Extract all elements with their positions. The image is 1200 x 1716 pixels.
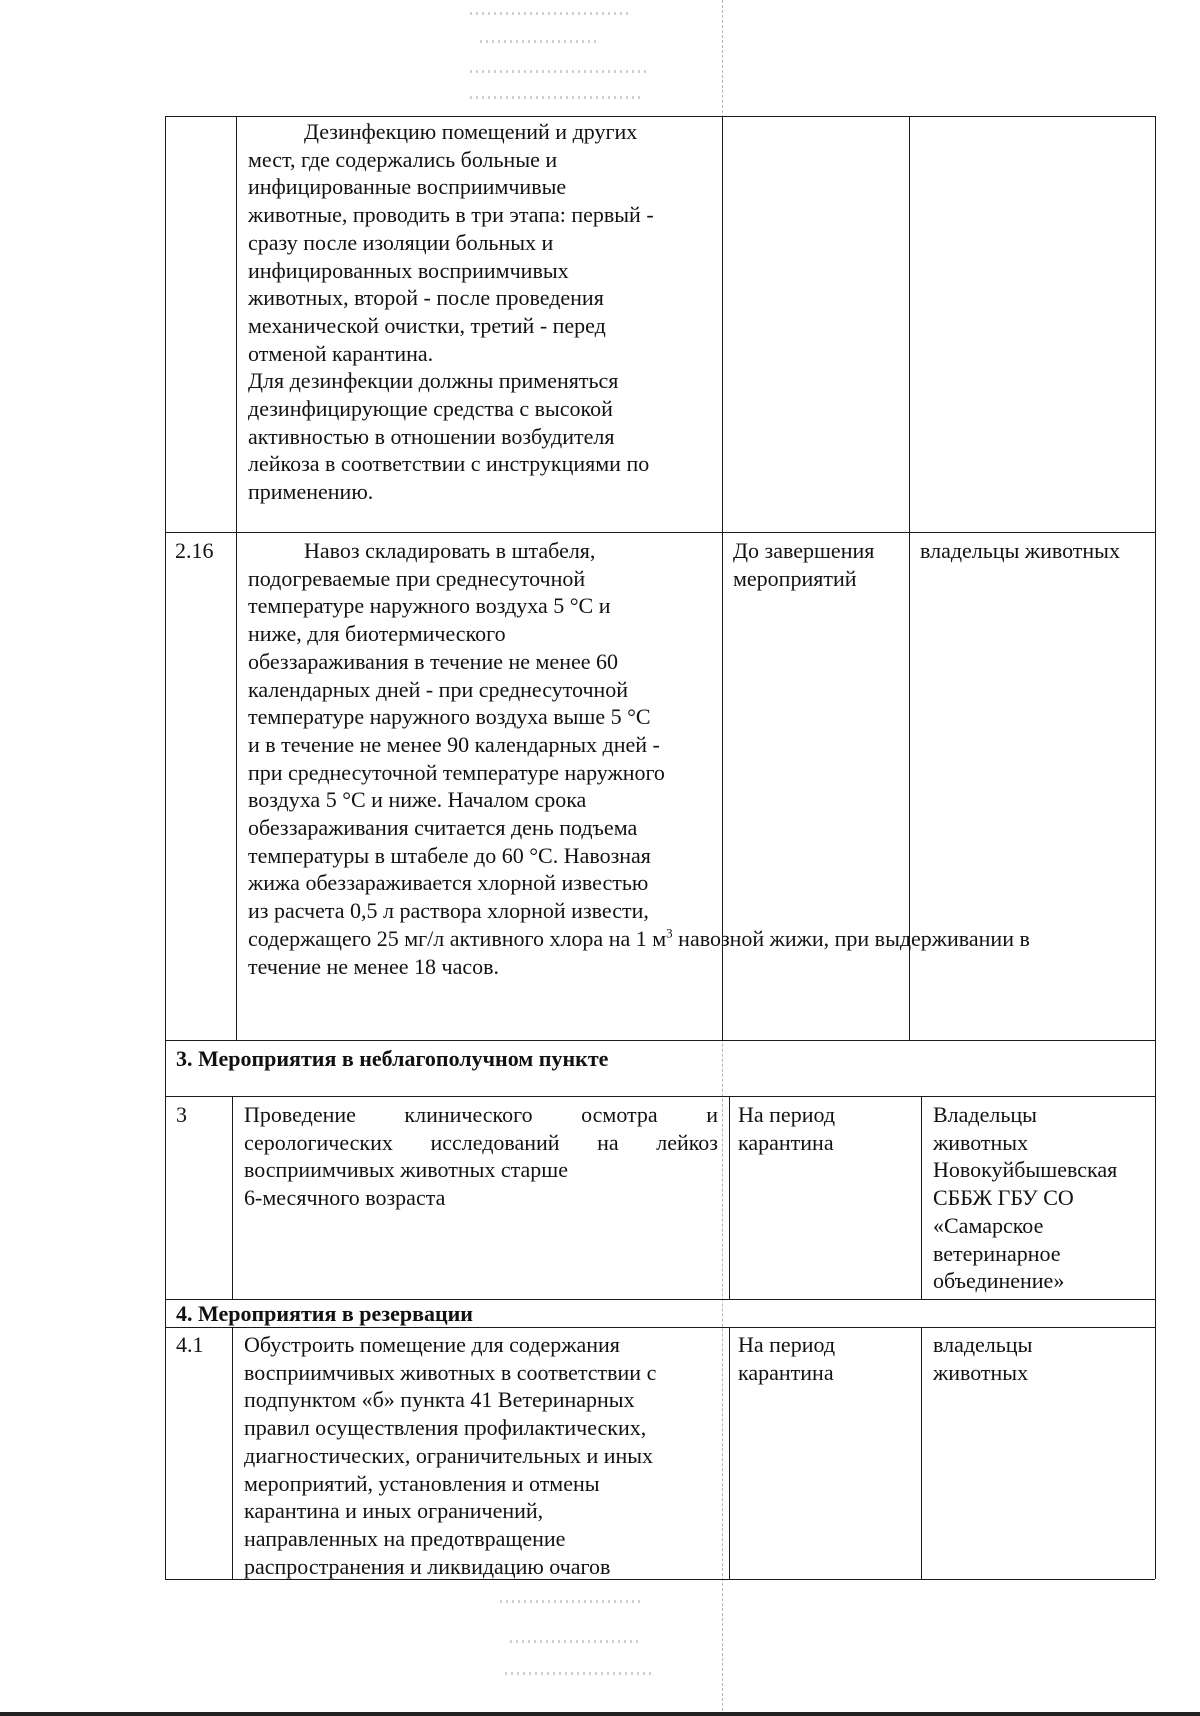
table-border bbox=[729, 1327, 730, 1579]
text-line: дезинфицирующие средства с высокой bbox=[248, 396, 613, 422]
text-line: владельцы животных bbox=[920, 538, 1120, 563]
scan-noise bbox=[505, 1672, 655, 1675]
row-3-1-responsible bbox=[933, 1101, 1153, 1295]
text-line: из расчета 0,5 л раствора хлорной извести, bbox=[248, 898, 649, 924]
text-line: Обустроить помещение для содержания bbox=[244, 1332, 620, 1357]
text-line: животных, второй - после проведения bbox=[248, 285, 604, 311]
text-line: при среднесуточной температуре наружного bbox=[248, 759, 665, 785]
section-title: 4. Мероприятия в резервации bbox=[176, 1301, 473, 1326]
text-line: «Самарское bbox=[933, 1212, 1044, 1238]
row-2-15-description bbox=[248, 118, 718, 506]
table-border bbox=[722, 116, 723, 1040]
scan-noise bbox=[500, 1600, 640, 1603]
table-border bbox=[165, 1299, 166, 1327]
text-line: владельцы bbox=[933, 1332, 1033, 1357]
text-line: Навоз складировать в штабеля, bbox=[304, 538, 596, 563]
table-border bbox=[921, 1327, 922, 1579]
text-line: направленных на предотвращение bbox=[244, 1525, 566, 1551]
text-line: мест, где содержались больные и bbox=[248, 146, 558, 172]
text-line: течение не менее 18 часов. bbox=[248, 953, 499, 979]
text-line: объединение» bbox=[933, 1268, 1065, 1294]
text-line: На период bbox=[738, 1102, 836, 1127]
text-line: подпунктом «б» пункта 41 Ветеринарных bbox=[244, 1387, 635, 1413]
text-line: Дезинфекцию помещений и других bbox=[304, 119, 638, 144]
text-line: мероприятий, установления и отмены bbox=[244, 1470, 600, 1496]
row-number: 2.16 bbox=[175, 538, 214, 563]
text-line: воздуха 5 °С и ниже. Началом срока bbox=[248, 787, 587, 813]
table-border bbox=[1155, 116, 1156, 1040]
row-number: 4.1 bbox=[176, 1332, 204, 1357]
table-border bbox=[165, 1096, 1155, 1097]
table-border bbox=[729, 1096, 730, 1299]
text-line: применению. bbox=[248, 479, 374, 505]
text-line: ниже, для биотермического bbox=[248, 621, 506, 647]
text-line: восприимчивых животных в соответствии с bbox=[244, 1359, 657, 1385]
scan-noise bbox=[510, 1640, 640, 1643]
text-line: инфицированных восприимчивых bbox=[248, 257, 569, 283]
table-border bbox=[236, 116, 237, 1040]
text-line: лейкоза в соответствии с инструкциями по bbox=[248, 451, 650, 477]
text-line bbox=[248, 925, 1030, 953]
text-line: Для дезинфекции должны применяться bbox=[248, 368, 619, 394]
text-line: восприимчивых животных старше bbox=[244, 1157, 569, 1183]
text-line: животных bbox=[933, 1359, 1029, 1385]
text-line: и в течение не менее 90 календарных дней - bbox=[248, 731, 660, 757]
scan-noise bbox=[470, 96, 640, 99]
table-border bbox=[165, 1327, 166, 1579]
row-4-1-description bbox=[244, 1331, 726, 1580]
text-line: жижа обеззараживается хлорной известью bbox=[248, 870, 649, 896]
table-border bbox=[1155, 1299, 1156, 1327]
table-border bbox=[909, 116, 910, 1040]
table-border bbox=[165, 1096, 166, 1299]
text-line: животные, проводить в три этапа: первый - bbox=[248, 202, 654, 228]
text-line: подогреваемые при среднесуточной bbox=[248, 565, 586, 591]
text-line: До завершения bbox=[733, 538, 875, 563]
row-2-16-deadline bbox=[733, 537, 905, 592]
section-title: 3. Мероприятия в неблагополучном пункте bbox=[176, 1046, 609, 1071]
row-2-16-responsible bbox=[920, 537, 1152, 565]
text-line: температуре наружного воздуха выше 5 °С bbox=[248, 704, 651, 730]
table-border bbox=[232, 1096, 233, 1299]
text-line: Новокуйбышевская bbox=[933, 1157, 1118, 1183]
table-border bbox=[165, 532, 1155, 533]
text-line: животных bbox=[933, 1129, 1029, 1155]
scan-noise bbox=[480, 40, 600, 43]
row-3-1-description bbox=[244, 1101, 718, 1212]
text-line: серологических исследований на лейкоз bbox=[244, 1129, 718, 1155]
scan-noise bbox=[470, 70, 650, 73]
text-line: карантина bbox=[738, 1359, 834, 1385]
table-border bbox=[165, 116, 166, 1040]
row-4-1-deadline bbox=[738, 1331, 918, 1386]
text-line: механической очистки, третий - перед bbox=[248, 312, 606, 338]
superscript: 3 bbox=[666, 925, 673, 941]
table-border bbox=[165, 116, 1155, 117]
text-line: температуры в штабеле до 60 °С. Навозная bbox=[248, 842, 651, 868]
row-3-1-deadline bbox=[738, 1101, 918, 1156]
row-number: 3 bbox=[176, 1102, 187, 1127]
text-line: активностью в отношении возбудителя bbox=[248, 423, 615, 449]
text-line: Владельцы bbox=[933, 1102, 1037, 1127]
text-line: карантина и иных ограничений, bbox=[244, 1498, 544, 1524]
text-line: обеззараживания в течение не менее 60 bbox=[248, 648, 619, 674]
scan-noise bbox=[470, 12, 630, 15]
text-line: 6-месячного возраста bbox=[244, 1185, 446, 1211]
text-line: СББЖ ГБУ СО bbox=[933, 1185, 1074, 1211]
text-line: отменой карантина. bbox=[248, 340, 434, 366]
table-border bbox=[1155, 1040, 1156, 1096]
row-4-1-responsible bbox=[933, 1331, 1153, 1386]
text-line: обеззараживания считается день подъема bbox=[248, 815, 638, 841]
table-border bbox=[921, 1096, 922, 1299]
text-line: мероприятий bbox=[733, 565, 857, 591]
text-line: диагностических, ограничительных и иных bbox=[244, 1442, 654, 1468]
table-border bbox=[165, 1040, 1155, 1041]
text-line: сразу после изоляции больных и bbox=[248, 229, 554, 255]
table-border bbox=[1155, 1327, 1156, 1579]
text-fragment: содержащего 25 мг/л активного хлора на 1 м bbox=[248, 925, 667, 951]
text-line: распространения и ликвидацию очагов bbox=[244, 1553, 611, 1579]
text-line: Проведение клинического осмотра и bbox=[244, 1102, 718, 1127]
text-line: календарных дней - при среднесуточной bbox=[248, 676, 629, 702]
text-line: температуре наружного воздуха 5 °С и bbox=[248, 593, 611, 619]
table-border bbox=[165, 1040, 166, 1096]
text-line: инфицированные восприимчивые bbox=[248, 174, 567, 200]
text-fragment: навозной жижи, при выдерживании в bbox=[672, 925, 1030, 951]
table-border bbox=[232, 1327, 233, 1579]
page-bottom-edge bbox=[0, 1712, 1200, 1716]
text-line: карантина bbox=[738, 1129, 834, 1155]
table-border bbox=[1155, 1096, 1156, 1299]
text-line: правил осуществления профилактических, bbox=[244, 1415, 647, 1441]
text-line: ветеринарное bbox=[933, 1240, 1061, 1266]
text-line: На период bbox=[738, 1332, 836, 1357]
